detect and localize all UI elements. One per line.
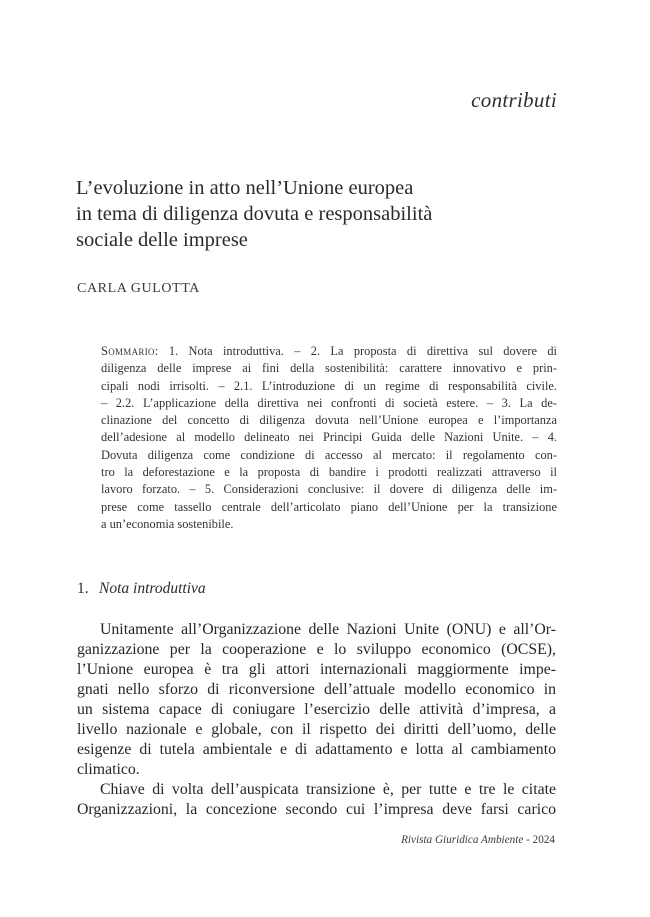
title-line: sociale delle imprese [76,229,248,251]
body-line: l’Unione europea è tra gli attori internazionali maggiormente impe- [77,661,556,678]
summary-line: – 2.2. L’applicazione della direttiva nei confronti di società estere. – 3. La de- [101,395,557,410]
body-text [77,620,556,820]
journal-name: Rivista Giuridica Ambiente [401,834,524,846]
summary-abstract [101,343,557,533]
summary-line: Dovuta diligenza come condizione di accesso al mercato: il regolamento con- [101,447,557,462]
summary-line [101,343,557,360]
summary-line: lavoro forzato. – 5. Considerazioni conclusive: il dovere di diligenza delle im- [101,482,557,497]
body-line: un sistema capace di coniugare l’esercizio delle attività d’impresa, a [77,701,556,718]
body-line: gnati nello sforzo di riconversione dell’attuale modello economico in [77,681,556,698]
section-label: contributi [471,88,557,112]
section-heading [77,580,206,598]
body-line: Chiave di volta dell’auspicata transizione è, per tutte e tre le citate [100,781,556,798]
summary-line: tro la deforestazione e la proposta di bandire i prodotti realizzati attraverso il [101,465,557,480]
body-line: Unitamente all’Organizzazione delle Nazioni Unite (ONU) e all’Or- [100,621,556,638]
section-number: 1. [77,580,89,597]
summary-line: clinazione del concetto di diligenza dovuta nell’Unione europea e l’importanza [101,413,557,428]
summary-line-text: 1. Nota introduttiva. – 2. La proposta di direttiva sul dovere di [168,344,557,358]
body-line: climatico. [77,761,140,778]
summary-label: Sommario: [101,344,159,358]
summary-line: cipali nodi irrisolti. – 2.1. L’introduzione di un regime di responsabilità civile. [101,378,557,393]
article-title [76,175,556,253]
footer-year: 2024 [532,834,555,846]
body-line: esigenze di tutela ambientale e di adattamento e lotta al cambiamento [77,741,556,758]
title-line: L’evoluzione in atto nell’Unione europea [76,177,414,199]
author-name: CARLA GULOTTA [77,281,200,296]
summary-line: a un’economia sostenibile. [101,516,234,531]
page-footer [401,834,555,846]
summary-line: dell’adesione al modello delineato nei Principi Guida delle Nazioni Unite. – 4. [101,430,557,445]
section-title: Nota introduttiva [99,580,206,597]
body-line: ganizzazione per la cooperazione e lo sviluppo economico (OCSE), [77,641,556,658]
summary-line: prese come tassello centrale dell’articolato piano dell’Unione per la transizione [101,499,557,514]
footer-separator: - [523,834,533,846]
body-line: Organizzazioni, la concezione secondo cui l’impresa deve farsi carico [77,801,556,818]
body-line: livello nazionale e globale, con il rispetto dei diritti dell’uomo, delle [77,721,556,738]
title-line: in tema di diligenza dovuta e responsabilità [76,203,433,225]
summary-line: diligenza delle imprese ai fini della sostenibilità: carattere innovativo e prin- [101,361,557,376]
